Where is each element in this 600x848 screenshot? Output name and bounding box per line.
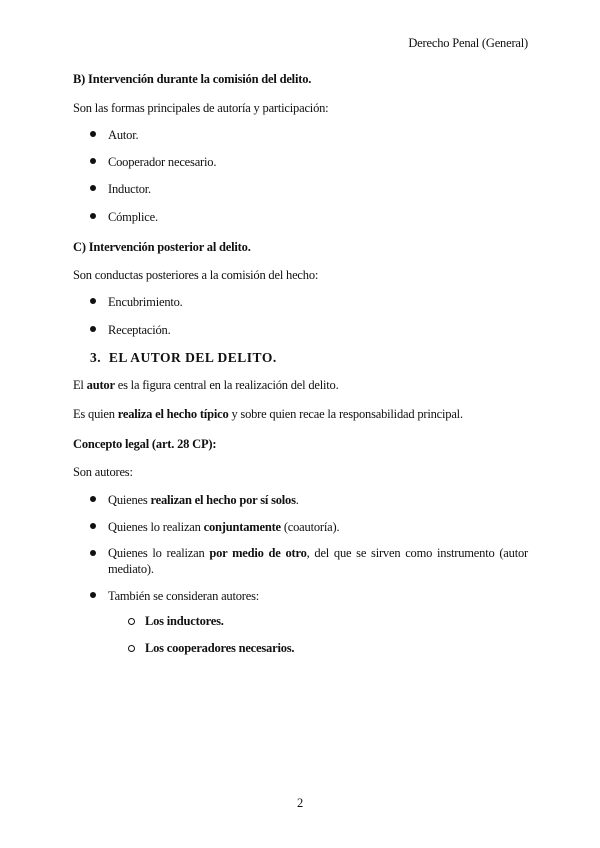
running-header: Derecho Penal (General): [408, 36, 528, 50]
section-number: 3.: [90, 350, 102, 365]
section-title: EL AUTOR DEL DELITO.: [108, 350, 277, 365]
bullet-icon: [89, 550, 97, 558]
bullet-icon: [89, 326, 97, 334]
bold-term: realiza el hecho típico: [117, 407, 229, 421]
bold-term: autor: [86, 378, 115, 392]
list-item: También se consideran autores:: [108, 589, 260, 603]
concept-heading: Concepto legal (art. 28 CP):: [73, 437, 217, 451]
list-item: Receptación.: [108, 323, 171, 337]
bullet-icon: [89, 496, 97, 504]
sub-list-item: Los cooperadores necesarios.: [145, 641, 295, 655]
bullet-icon: [89, 213, 97, 221]
bullet-icon: [89, 131, 97, 139]
hollow-bullet-icon: [128, 618, 135, 625]
bullet-icon: [89, 523, 97, 531]
list-item: Encubrimiento.: [108, 295, 183, 309]
paragraph-autor-definition: El autor es la figura central en la realización del delito.: [73, 378, 339, 392]
bullet-icon: [89, 298, 97, 306]
paragraph-autor-role: Es quien realiza el hecho típico y sobre quien recae la responsabilidad principal.: [73, 407, 463, 421]
sub-list-item: Los inductores.: [145, 614, 224, 628]
list-item: Inductor.: [108, 182, 151, 196]
list-item: Quienes lo realizan conjuntamente (coautoría).: [108, 520, 340, 534]
heading-section-c: C) Intervención posterior al delito.: [73, 240, 251, 254]
section-heading-3: [90, 350, 277, 366]
paragraph-section-b-intro: Son las formas principales de autoría y participación:: [73, 101, 329, 115]
list-item: Autor.: [108, 128, 139, 142]
page-number: 2: [296, 796, 304, 810]
bullet-icon: [89, 185, 97, 193]
hollow-bullet-icon: [128, 645, 135, 652]
bullet-icon: [89, 158, 97, 166]
heading-section-b: B) Intervención durante la comisión del delito.: [73, 72, 312, 86]
list-item: Quienes realizan el hecho por sí solos.: [108, 493, 299, 507]
list-item: Cómplice.: [108, 210, 158, 224]
bullet-icon: [89, 592, 97, 600]
paragraph-concept-intro: Son autores:: [73, 465, 133, 479]
list-item: Cooperador necesario.: [108, 155, 217, 169]
list-item: Quienes lo realizan por medio de otro, del que se sirven como instrumento (autor mediato).: [108, 546, 528, 576]
paragraph-section-c-intro: Son conductas posteriores a la comisión del hecho:: [73, 268, 319, 282]
